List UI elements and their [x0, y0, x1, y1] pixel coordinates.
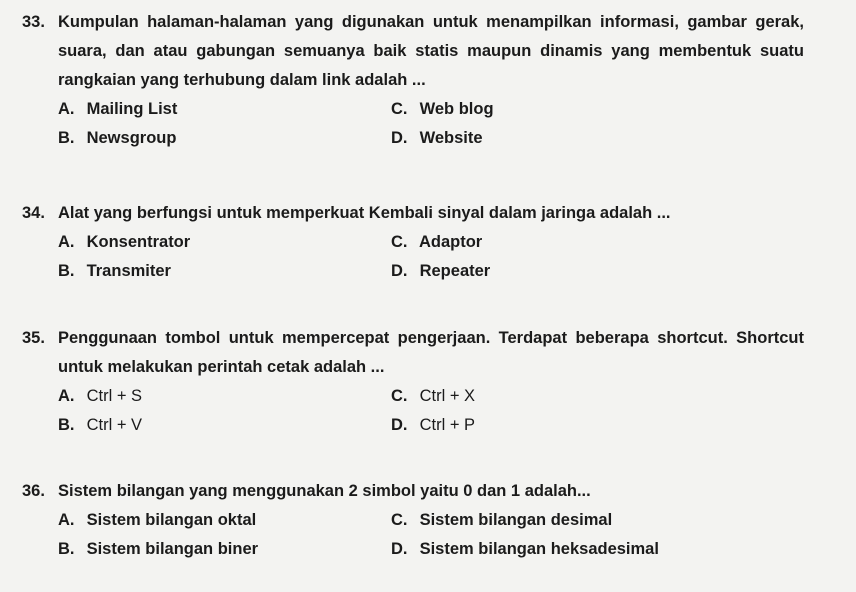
option-d: D. Ctrl + P — [391, 416, 476, 434]
option-b: B. Ctrl + V — [58, 416, 143, 434]
options — [58, 506, 804, 564]
options — [58, 382, 804, 440]
option-a: A. Ctrl + S — [58, 387, 143, 405]
question-34 — [22, 199, 804, 286]
option-c: C. Web blog — [391, 100, 494, 118]
question-number: 33. — [22, 13, 45, 31]
option-b: B. Sistem bilangan biner — [58, 540, 259, 558]
options — [58, 95, 804, 153]
question-number: 35. — [22, 329, 45, 347]
option-d: D. Repeater — [391, 262, 491, 280]
question-number: 34. — [22, 204, 45, 222]
option-c: C. Sistem bilangan desimal — [391, 511, 613, 529]
option-b: B. Transmiter — [58, 262, 171, 280]
question-number: 36. — [22, 482, 45, 500]
question-35 — [22, 324, 804, 440]
question-text: Kumpulan halaman-halaman yang digunakan untuk menampilkan informasi, gambar gerak, suara, dan atau gabungan semuanya baik statis maupun dinamis yang membentuk suatu rangkaian yang terhubung dalam link adalah ... — [58, 13, 804, 89]
question-36 — [22, 477, 804, 564]
option-a: A. Konsentrator — [58, 233, 191, 251]
option-b: B. Newsgroup — [58, 129, 177, 147]
option-c: C. Adaptor — [391, 233, 483, 251]
question-33 — [22, 8, 804, 153]
option-a: A. Mailing List — [58, 100, 178, 118]
option-c: C. Ctrl + X — [391, 387, 476, 405]
option-d: D. Sistem bilangan heksadesimal — [391, 540, 659, 558]
option-d: D. Website — [391, 129, 483, 147]
option-a: A. Sistem bilangan oktal — [58, 511, 257, 529]
options — [58, 228, 804, 286]
question-text: Sistem bilangan yang menggunakan 2 simbol yaitu 0 dan 1 adalah... — [58, 482, 591, 500]
question-text: Alat yang berfungsi untuk memperkuat Kembali sinyal dalam jaringa adalah ... — [58, 204, 671, 222]
question-text: Penggunaan tombol untuk mempercepat pengerjaan. Terdapat beberapa shortcut. Shortcut untuk melakukan perintah cetak adalah ... — [58, 329, 804, 376]
